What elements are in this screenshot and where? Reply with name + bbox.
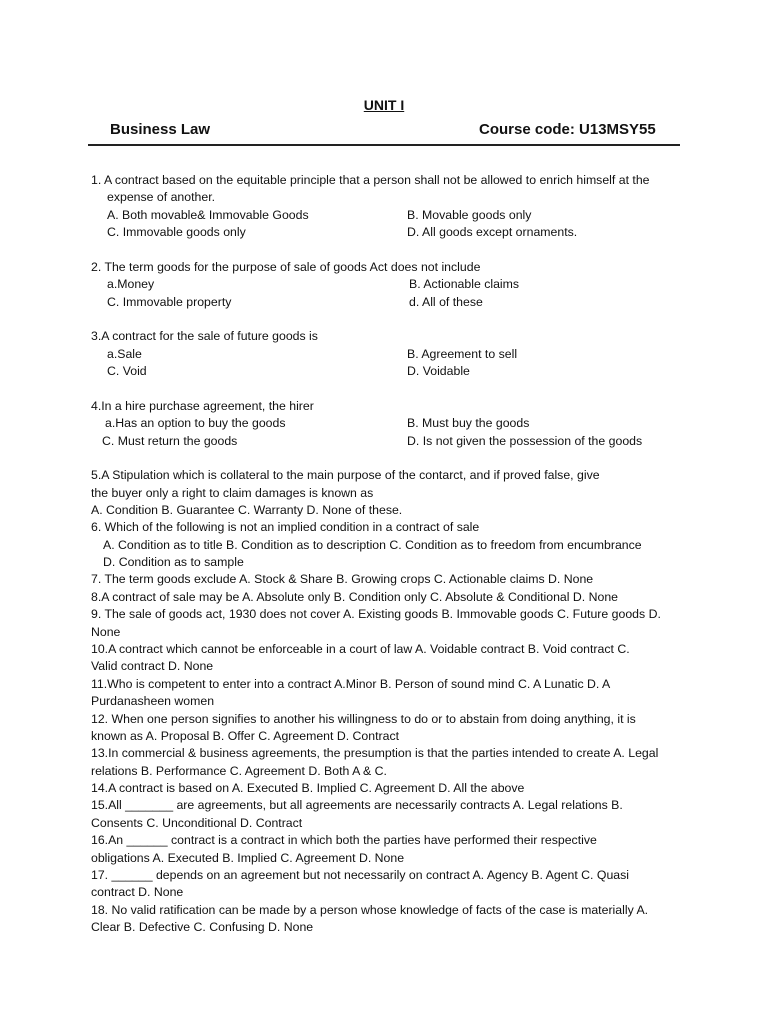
question-5-options: A. Condition B. Guarantee C. Warranty D. None of these. [91,503,403,517]
question-9-cont: None [91,625,121,639]
question-18-cont: Clear B. Defective C. Confusing D. None [91,920,314,934]
question-16: 16.An ______ contract is a contract in which both the parties have performed their respective [91,833,597,847]
unit-title: UNIT I [363,97,405,113]
question-5-text-cont: the buyer only a right to claim damages is known as [91,486,374,500]
question-2-option-d: d. All of these [409,295,483,309]
question-6-text: 6. Which of the following is not an implied condition in a contract of sale [91,520,480,534]
question-17-cont: contract D. None [91,885,184,899]
question-6-options: A. Condition as to title B. Condition as to description C. Condition as to freedom from encumbrance [103,538,642,552]
header-divider [88,144,680,146]
question-1-text: 1. A contract based on the equitable principle that a person shall not be allowed to enrich himself at the [91,173,650,187]
question-14: 14.A contract is based on A. Executed B. Implied C. Agreement D. All the above [91,781,525,795]
question-8: 8.A contract of sale may be A. Absolute only B. Condition only C. Absolute & Conditional D. None [91,590,619,604]
question-4-option-c: C. Must return the goods [102,434,238,448]
question-1-text-cont: expense of another. [107,190,216,204]
question-1-option-c: C. Immovable goods only [107,225,246,239]
question-18: 18. No valid ratification can be made by a person whose knowledge of facts of the case is materially A. [91,903,649,917]
subject-title: Business Law [110,121,211,138]
question-7: 7. The term goods exclude A. Stock & Share B. Growing crops C. Actionable claims D. None [91,572,594,586]
question-2-option-b: B. Actionable claims [409,277,520,291]
question-4-text: 4.In a hire purchase agreement, the hirer [91,399,314,413]
question-12: 12. When one person signifies to another his willingness to do or to abstain from doing anything, it is [91,712,636,726]
question-16-cont: obligations A. Executed B. Implied C. Agreement D. None [91,851,405,865]
question-10: 10.A contract which cannot be enforceable in a court of law A. Voidable contract B. Void contract C. [91,642,630,656]
question-3-option-a: a.Sale [107,347,142,361]
question-4-option-b: B. Must buy the goods [407,416,530,430]
question-10-cont: Valid contract D. None [91,659,214,673]
question-3-option-b: B. Agreement to sell [407,347,518,361]
question-4-option-d: D. Is not given the possession of the goods [407,434,643,448]
question-17: 17. ______ depends on an agreement but not necessarily on contract A. Agency B. Agent C. Quasi [91,868,630,882]
question-2-text: 2. The term goods for the purpose of sale of goods Act does not include [91,260,481,274]
question-15: 15.All _______ are agreements, but all agreements are necessarily contracts A. Legal relations B. [91,798,623,812]
question-1-option-a: A. Both movable& Immovable Goods [107,208,309,222]
question-13: 13.In commercial & business agreements, the presumption is that the parties intended to create A. Legal [91,746,659,760]
question-5-text: 5.A Stipulation which is collateral to the main purpose of the contarct, and if proved false, give [91,468,600,482]
question-1-option-d: D. All goods except ornaments. [407,225,578,239]
question-2-option-c: C. Immovable property [107,295,232,309]
question-3-option-d: D. Voidable [407,364,470,378]
question-1-option-b: B. Movable goods only [407,208,532,222]
question-15-cont: Consents C. Unconditional D. Contract [91,816,303,830]
question-3-option-c: C. Void [107,364,147,378]
question-11-cont: Purdanasheen women [91,694,215,708]
question-6-options-cont: D. Condition as to sample [103,555,244,569]
question-9: 9. The sale of goods act, 1930 does not cover A. Existing goods B. Immovable goods C. Future goods D. [91,607,661,621]
course-code: Course code: U13MSY55 [479,121,656,138]
question-4-option-a: a.Has an option to buy the goods [105,416,286,430]
question-12-cont: known as A. Proposal B. Offer C. Agreement D. Contract [91,729,400,743]
question-2-option-a: a.Money [107,277,155,291]
question-13-cont: relations B. Performance C. Agreement D. Both A & C. [91,764,387,778]
question-3-text: 3.A contract for the sale of future goods is [91,329,318,343]
question-11: 11.Who is competent to enter into a contract A.Minor B. Person of sound mind C. A Lunatic D. A [91,677,611,691]
